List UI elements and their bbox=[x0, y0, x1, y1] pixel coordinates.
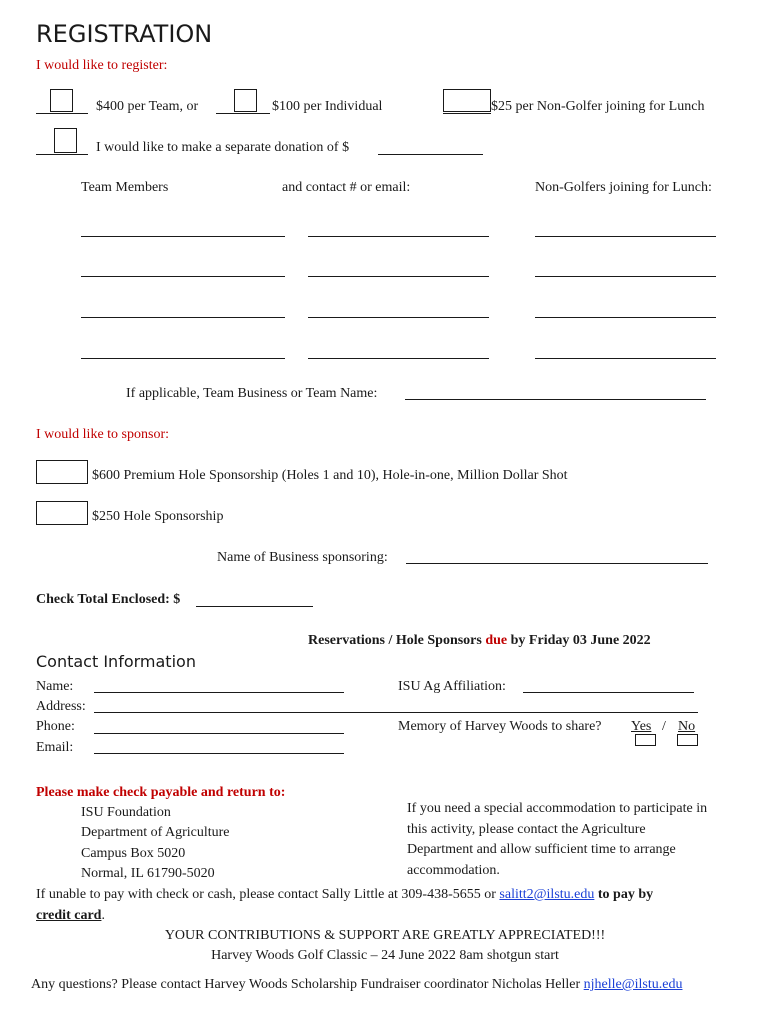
accommodation-line: this activity, please contact the Agriculture bbox=[407, 822, 646, 837]
team-name-label: If applicable, Team Business or Team Name: bbox=[126, 386, 378, 401]
credit-card-text: credit card bbox=[36, 908, 102, 923]
check-total bbox=[36, 593, 180, 607]
name-label: Name: bbox=[36, 679, 74, 694]
individual-option-label: $100 per Individual bbox=[272, 99, 383, 114]
donation-label: I would like to make a separate donation of $ bbox=[96, 140, 350, 155]
njhelle-email-link[interactable]: njhelle@ilstu.edu bbox=[583, 977, 683, 992]
non-golfer-field[interactable] bbox=[535, 276, 716, 277]
premium-sponsor-label: $600 Premium Hole Sponsorship (Holes 1 and 10), Hole-in-one, Million Dollar Shot bbox=[92, 468, 568, 483]
credit-period: . bbox=[101, 908, 105, 923]
address-label: Address: bbox=[36, 699, 86, 714]
team-member-field[interactable] bbox=[81, 276, 285, 277]
contact-field[interactable] bbox=[308, 358, 489, 359]
yes-no-slash: / bbox=[662, 719, 666, 734]
check-total-colon: : $ bbox=[165, 592, 181, 607]
donation-amount-field[interactable] bbox=[378, 154, 483, 155]
premium-sponsor-checkbox[interactable] bbox=[36, 460, 88, 484]
email-field[interactable] bbox=[94, 753, 344, 754]
credit-card-line bbox=[36, 909, 105, 923]
check-total-label: Check Total Enclosed bbox=[36, 592, 166, 607]
team-members-header: Team Members bbox=[81, 180, 169, 195]
accommodation-line: If you need a special accommodation to participate in bbox=[407, 801, 708, 816]
event-text: Harvey Woods Golf Classic – 24 June 2022 8am shotgun start bbox=[211, 948, 559, 963]
lunch-underline bbox=[443, 113, 491, 114]
sponsor-header: I would like to sponsor: bbox=[36, 427, 169, 442]
donation-underline bbox=[36, 154, 88, 155]
hole-sponsor-checkbox[interactable] bbox=[36, 501, 88, 525]
deadline-pre: Reservations / Hole Sponsors bbox=[308, 633, 486, 648]
non-golfer-field[interactable] bbox=[535, 358, 716, 359]
team-checkbox[interactable] bbox=[50, 89, 73, 112]
no-checkbox[interactable] bbox=[677, 734, 698, 746]
salitt-email-link[interactable]: salitt2@ilstu.edu bbox=[499, 887, 595, 902]
non-golfers-header: Non-Golfers joining for Lunch: bbox=[535, 180, 712, 195]
yes-checkbox[interactable] bbox=[635, 734, 656, 746]
phone-field[interactable] bbox=[94, 733, 344, 734]
memory-question: Memory of Harvey Woods to share? bbox=[398, 719, 602, 734]
contact-heading: Contact Information bbox=[36, 652, 196, 671]
team-member-field[interactable] bbox=[81, 358, 285, 359]
affiliation-label: ISU Ag Affiliation: bbox=[398, 679, 506, 694]
deadline-post: by Friday 03 June 2022 bbox=[507, 633, 651, 648]
deadline-notice bbox=[308, 634, 651, 648]
accommodation-line: Department and allow sufficient time to arrange bbox=[407, 842, 676, 857]
non-golfer-field[interactable] bbox=[535, 236, 716, 237]
contact-field[interactable] bbox=[308, 236, 489, 237]
phone-label: Phone: bbox=[36, 719, 75, 734]
address-line: Campus Box 5020 bbox=[81, 846, 186, 861]
check-total-field[interactable] bbox=[196, 606, 313, 607]
questions-pre: Any questions? Please contact Harvey Woods Scholarship Fundraiser coordinator Nicholas Heller bbox=[31, 977, 584, 992]
address-line: ISU Foundation bbox=[81, 805, 171, 820]
lunch-checkbox[interactable] bbox=[443, 89, 491, 112]
team-option-label: $400 per Team, or bbox=[96, 99, 199, 114]
business-sponsoring-field[interactable] bbox=[406, 563, 708, 564]
individual-checkbox[interactable] bbox=[234, 89, 257, 112]
address-line: Department of Agriculture bbox=[81, 825, 230, 840]
credit-bold: to pay by bbox=[594, 887, 654, 902]
register-header: I would like to register: bbox=[36, 58, 168, 73]
credit-card-notice bbox=[36, 888, 653, 902]
contact-header: and contact # or email: bbox=[282, 180, 411, 195]
team-member-field[interactable] bbox=[81, 317, 285, 318]
payable-header: Please make check payable and return to: bbox=[36, 785, 286, 800]
team-member-field[interactable] bbox=[81, 236, 285, 237]
lunch-option-label: $25 per Non-Golfer joining for Lunch bbox=[491, 99, 705, 114]
donation-checkbox[interactable] bbox=[54, 128, 77, 153]
email-label: Email: bbox=[36, 740, 74, 755]
contact-field[interactable] bbox=[308, 317, 489, 318]
non-golfer-field[interactable] bbox=[535, 317, 716, 318]
contact-field[interactable] bbox=[308, 276, 489, 277]
address-field[interactable] bbox=[94, 712, 698, 713]
yes-label: Yes bbox=[631, 719, 652, 734]
hole-sponsor-label: $250 Hole Sponsorship bbox=[92, 509, 224, 524]
team-underline bbox=[36, 113, 88, 114]
credit-pre: If unable to pay with check or cash, please contact Sally Little at 309-438-5655 or bbox=[36, 887, 500, 902]
accommodation-line: accommodation. bbox=[407, 863, 500, 878]
name-field[interactable] bbox=[94, 692, 344, 693]
address-line: Normal, IL 61790-5020 bbox=[81, 866, 215, 881]
page-title: REGISTRATION bbox=[36, 20, 213, 48]
individual-underline bbox=[216, 113, 270, 114]
no-label: No bbox=[678, 719, 696, 734]
deadline-due: due bbox=[485, 633, 508, 648]
questions-line bbox=[31, 978, 682, 992]
affiliation-field[interactable] bbox=[523, 692, 694, 693]
business-sponsoring-label: Name of Business sponsoring: bbox=[217, 550, 388, 565]
team-name-field[interactable] bbox=[405, 399, 706, 400]
appreciation-text: YOUR CONTRIBUTIONS & SUPPORT ARE GREATLY APPRECIATED!!! bbox=[164, 928, 606, 943]
